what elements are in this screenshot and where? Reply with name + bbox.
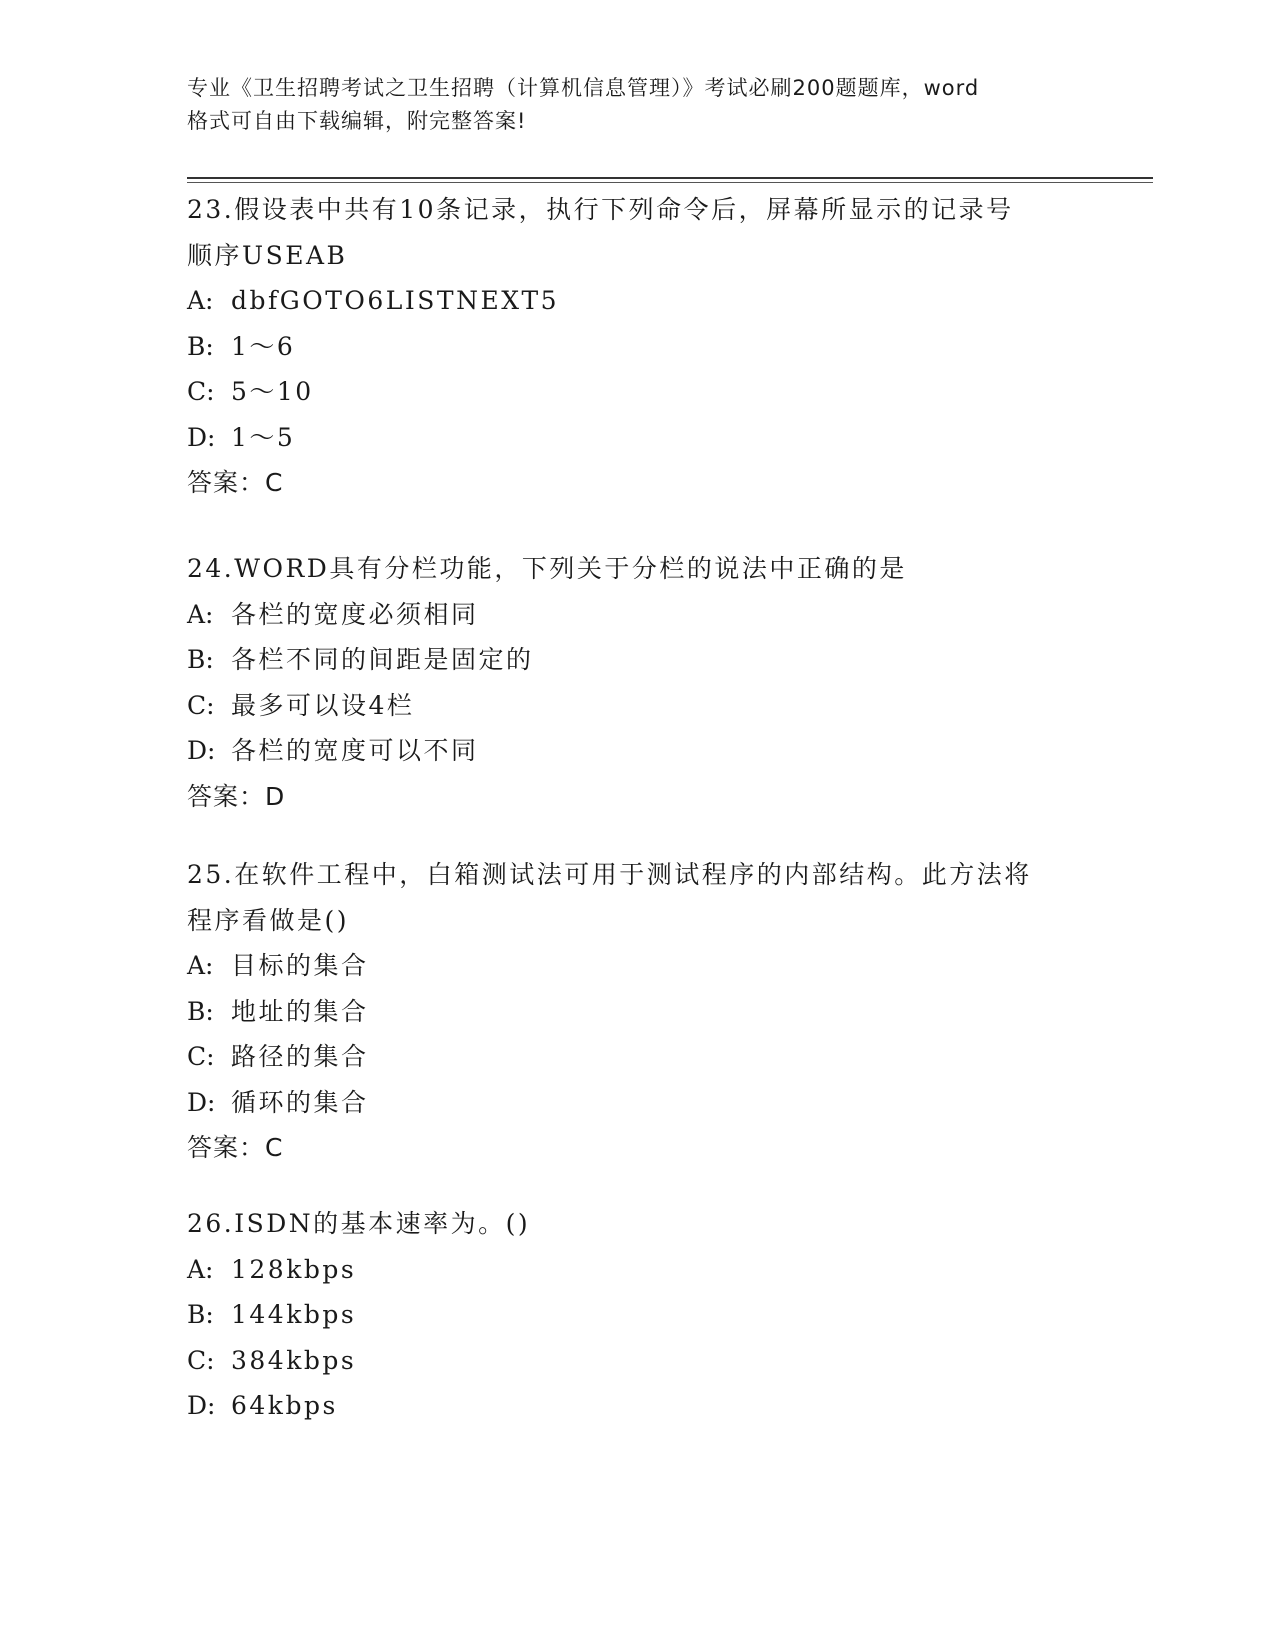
- option-d: [187, 1080, 1147, 1126]
- option-key: C:: [187, 690, 215, 720]
- option-d: [187, 728, 1147, 774]
- option-key: D:: [187, 1391, 216, 1420]
- answer-line: 答案：C: [187, 1133, 284, 1162]
- option-text: 5～10: [231, 377, 314, 406]
- question-26: [187, 1201, 1147, 1429]
- option-text: 384kbps: [231, 1345, 357, 1375]
- answer-line: 答案：D: [187, 781, 286, 811]
- header-divider-thin: [187, 182, 1153, 183]
- option-text: 最多可以设4栏: [231, 690, 415, 720]
- question-24: [187, 546, 1147, 819]
- option-key: D:: [187, 422, 216, 452]
- option-key: D:: [187, 1087, 216, 1117]
- option-key: B:: [187, 331, 214, 361]
- option-text: 目标的集合: [231, 951, 369, 980]
- question-stem-line: 23.假设表中共有10条记录，执行下列命令后，屏幕所显示的记录号: [187, 195, 1014, 224]
- question-23: [187, 187, 1147, 505]
- option-text: 地址的集合: [231, 996, 369, 1026]
- option-key: C:: [187, 1345, 215, 1375]
- option-text: 循环的集合: [231, 1087, 369, 1117]
- option-text: 各栏的宽度必须相同: [231, 599, 479, 629]
- option-b: [187, 324, 1147, 370]
- option-text: 144kbps: [231, 1300, 357, 1329]
- option-key: B:: [187, 645, 214, 674]
- option-a: [187, 1247, 1147, 1293]
- question-stem-line: 顺序USEAB: [187, 240, 348, 270]
- document-header: [187, 72, 1087, 138]
- question-stem-line: 25.在软件工程中，白箱测试法可用于测试程序的内部结构。此方法将: [187, 860, 1032, 889]
- question-stem-line: 程序看做是(): [187, 905, 350, 935]
- header-line-2: 格式可自由下载编辑，附完整答案!: [187, 109, 527, 133]
- option-a: [187, 278, 1147, 324]
- header-line-1: 专业《卫生招聘考试之卫生招聘（计算机信息管理）》考试必刷200题题库，word: [187, 76, 980, 100]
- option-d: [187, 1383, 1147, 1429]
- header-divider-thick: [187, 177, 1153, 179]
- option-text: 128kbps: [231, 1254, 357, 1284]
- option-c: [187, 369, 1147, 415]
- option-key: A:: [187, 286, 214, 315]
- option-b: [187, 1292, 1147, 1338]
- option-c: [187, 1338, 1147, 1384]
- option-text: 64kbps: [231, 1391, 338, 1420]
- option-text: 各栏的宽度可以不同: [231, 736, 479, 765]
- question-stem-line: 24.WORD具有分栏功能，下列关于分栏的说法中正确的是: [187, 554, 907, 583]
- option-a: [187, 592, 1147, 638]
- option-key: C:: [187, 1042, 215, 1071]
- option-text: 路径的集合: [231, 1042, 369, 1071]
- option-key: B:: [187, 996, 214, 1026]
- option-c: [187, 1034, 1147, 1080]
- option-key: A:: [187, 951, 214, 980]
- option-text: 1～6: [231, 331, 296, 361]
- option-key: B:: [187, 1300, 214, 1329]
- option-b: [187, 989, 1147, 1035]
- option-text: 1～5: [231, 422, 296, 452]
- question-stem-line: 26.ISDN的基本速率为。(): [187, 1209, 531, 1238]
- option-key: A:: [187, 1254, 214, 1284]
- option-text: 各栏不同的间距是固定的: [231, 645, 534, 674]
- option-key: A:: [187, 599, 214, 629]
- option-a: [187, 943, 1147, 989]
- option-d: [187, 415, 1147, 461]
- option-key: C:: [187, 377, 215, 406]
- option-key: D:: [187, 736, 216, 765]
- option-c: [187, 683, 1147, 729]
- answer-line: 答案：C: [187, 468, 284, 497]
- option-text: dbfGOTO6LISTNEXT5: [231, 286, 560, 315]
- question-25: [187, 852, 1147, 1170]
- option-b: [187, 637, 1147, 683]
